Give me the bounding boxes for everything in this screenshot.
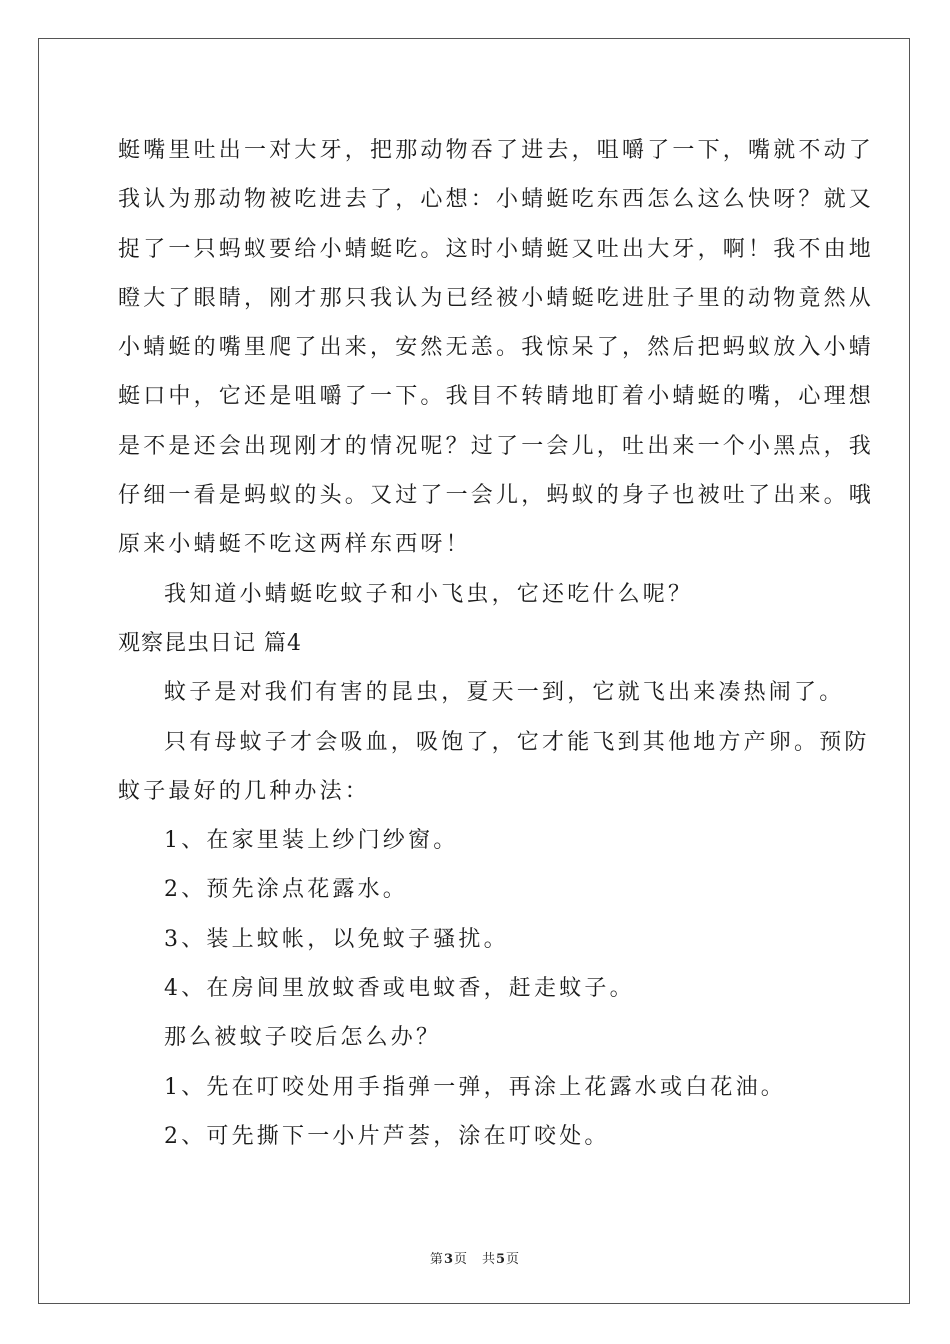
- document-body: [118, 126, 875, 1161]
- paragraph-line: 我知道小蜻蜓吃蚊子和小飞虫，它还吃什么呢？: [164, 581, 694, 607]
- paragraph-line: 蚊子是对我们有害的昆虫，夏天一到，它就飞出来凑热闹了。: [164, 680, 845, 706]
- list-item: 1、在家里装上纱门纱窗。: [164, 828, 459, 854]
- paragraph-line: 原来小蜻蜓不吃这两样东西呀！: [118, 532, 471, 558]
- paragraph-line: 小蜻蜓的嘴里爬了出来，安然无恙。我惊呆了，然后把蚂蚁放入小蜻: [118, 335, 875, 361]
- list-item: 4、在房间里放蚊香或电蚊香，赶走蚊子。: [164, 976, 635, 1002]
- list-item: 1、先在叮咬处用手指弹一弹，再涂上花露水或白花油。: [164, 1074, 786, 1100]
- page-prefix: 第: [429, 1252, 444, 1267]
- paragraph-line: 蚊子最好的几种办法：: [118, 778, 371, 804]
- paragraph-line: 蜓嘴里吐出一对大牙，把那动物吞了进去，咀嚼了一下，嘴就不动了: [118, 138, 875, 163]
- page-current: 3: [443, 1252, 454, 1267]
- section-heading: 观察昆虫日记 篇4: [118, 630, 302, 656]
- list-item: 2、预先涂点花露水。: [164, 877, 408, 903]
- paragraph-line: 我认为那动物被吃进去了，心想：小蜻蜓吃东西怎么这么快呀？就又: [118, 187, 875, 213]
- paragraph-line: 仔细一看是蚂蚁的头。又过了一会儿，蚂蚁的身子也被吐了出来。哦: [118, 483, 875, 509]
- list-item: 3、装上蚊帐，以免蚊子骚扰。: [164, 926, 509, 952]
- page-total: 5: [496, 1252, 507, 1267]
- paragraph-line: 只有母蚊子才会吸血，吸饱了，它才能飞到其他地方产卵。预防: [164, 729, 870, 755]
- page-mid: 页 共: [453, 1252, 496, 1267]
- list-item: 2、可先撕下一小片芦荟，涂在叮咬处。: [164, 1123, 610, 1149]
- page-footer: [0, 1248, 950, 1267]
- paragraph-line: 瞪大了眼睛，刚才那只我认为已经被小蜻蜓吃进肚子里的动物竟然从: [118, 285, 875, 311]
- paragraph-line: 捉了一只蚂蚁要给小蜻蜓吃。这时小蜻蜓又吐出大牙，啊！我不由地: [118, 236, 875, 262]
- paragraph-line: 是不是还会出现刚才的情况呢？过了一会儿，吐出来一个小黑点，我: [118, 433, 875, 459]
- question-line: 那么被蚊子咬后怎么办？: [164, 1025, 442, 1051]
- page-suffix: 页: [506, 1252, 521, 1267]
- paragraph-line: 蜓口中，它还是咀嚼了一下。我目不转睛地盯着小蜻蜓的嘴，心理想: [118, 384, 875, 410]
